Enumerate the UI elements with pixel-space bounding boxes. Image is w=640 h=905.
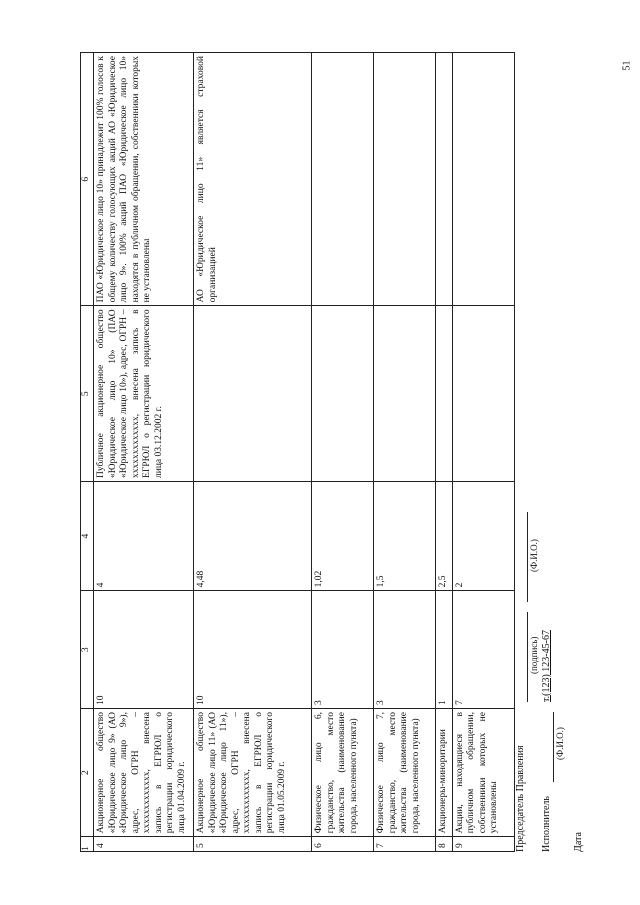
shareholders-table — [80, 52, 515, 852]
header-cell: 1 — [81, 837, 94, 852]
header-cell: 3 — [81, 591, 94, 709]
value-col4: 1,02 — [312, 481, 374, 590]
header-cell: 6 — [81, 53, 94, 306]
value-col4: 2,5 — [436, 481, 453, 590]
notes — [436, 53, 453, 306]
table-row — [374, 53, 436, 852]
value-col4: 2 — [452, 481, 514, 590]
header-cell: 2 — [81, 709, 94, 837]
entity-name: Акционерное общество «Юридическое лицо 9» (АО «Юридическое лицо 9»), адрес, ОГРН – ххххххххххххх, внесена запись в ЕГРЮЛ о регистрации юридического лица 01.04.2009 г. — [94, 709, 194, 837]
row-number: 9 — [452, 837, 514, 852]
executor-fio-caption: (Ф.И.О.) — [555, 727, 565, 760]
parent-entity — [452, 306, 514, 482]
notes — [374, 53, 436, 306]
notes: АО «Юридическое лицо 11» является страховой организацией — [194, 53, 312, 306]
header-row — [81, 53, 94, 852]
notes: ПАО «Юридическое лицо 10» принадлежит 100% голосов к общему количеству голосующих акций АО «Юридическое лицо 9». 100% акций ПАО «Юридическое лицо 10» находятся в публичном обращении, собственники которых не установлены — [94, 53, 194, 306]
executor-label: Исполнитель — [541, 796, 552, 852]
row-number: 8 — [436, 837, 453, 852]
table-row — [436, 53, 453, 852]
row-number: 6 — [312, 837, 374, 852]
executor-phone: т.(123) 123-45-67 — [541, 630, 552, 702]
chairman-row — [515, 332, 541, 852]
signature-caption: (подпись) — [529, 636, 539, 674]
date-row — [567, 332, 593, 852]
entity-name: Акционерное общество «Юридическое лицо 11» (АО «Юридическое лицо 11»), адрес, ОГРН – ххххххххххххх, внесена запись в ЕГРЮЛ о регистрации юридического лица 01.05.2009 г. — [194, 709, 312, 837]
page-number: 51 — [621, 60, 633, 71]
parent-entity — [194, 306, 312, 482]
entity-name: Физическое лицо 6, гражданство, место жительства (наименование города, населенного пункта) — [312, 709, 374, 837]
value-col4: 4 — [94, 481, 194, 590]
executor-fio-line — [541, 712, 554, 782]
row-number: 4 — [94, 837, 194, 852]
notes — [312, 53, 374, 306]
entity-name: Акционеры-миноритарии — [436, 709, 453, 837]
table-row — [312, 53, 374, 852]
fio-caption: (Ф.И.О.) — [529, 539, 539, 572]
value-col3: 3 — [374, 591, 436, 709]
fio-line — [515, 512, 528, 602]
row-number: 5 — [194, 837, 312, 852]
rotated-sheet — [10, 20, 610, 880]
notes — [452, 53, 514, 306]
signature-block — [515, 332, 593, 852]
parent-entity: Публичное акционерное общество «Юридическое лицо 10» (ПАО «Юридическое лицо 10»), адрес, ОГРН – ххххххххххххх, внесена запись в ЕГРЮЛ о регистрации юридического лица 03.12.2002 г. — [94, 306, 194, 482]
signature-line — [515, 612, 528, 702]
entity-name: Акции, находящиеся в публичном обращении, собственники которых не установлены — [452, 709, 514, 837]
executor-row — [541, 332, 567, 852]
parent-entity — [374, 306, 436, 482]
value-col4: 1,5 — [374, 481, 436, 590]
chairman-label: Председатель Правления — [515, 745, 526, 852]
date-label: Дата — [573, 832, 584, 852]
header-cell: 4 — [81, 481, 94, 590]
header-cell: 5 — [81, 306, 94, 482]
parent-entity — [312, 306, 374, 482]
entity-name: Физическое лицо 7, гражданство, место жительства (наименование города, населенного пункта) — [374, 709, 436, 837]
value-col3: 7 — [452, 591, 514, 709]
table-row — [452, 53, 514, 852]
parent-entity — [436, 306, 453, 482]
value-col3: 10 — [94, 591, 194, 709]
value-col3: 10 — [194, 591, 312, 709]
table-row — [194, 53, 312, 852]
value-col3: 1 — [436, 591, 453, 709]
value-col3: 3 — [312, 591, 374, 709]
table-row — [94, 53, 194, 852]
row-number: 7 — [374, 837, 436, 852]
value-col4: 4,48 — [194, 481, 312, 590]
